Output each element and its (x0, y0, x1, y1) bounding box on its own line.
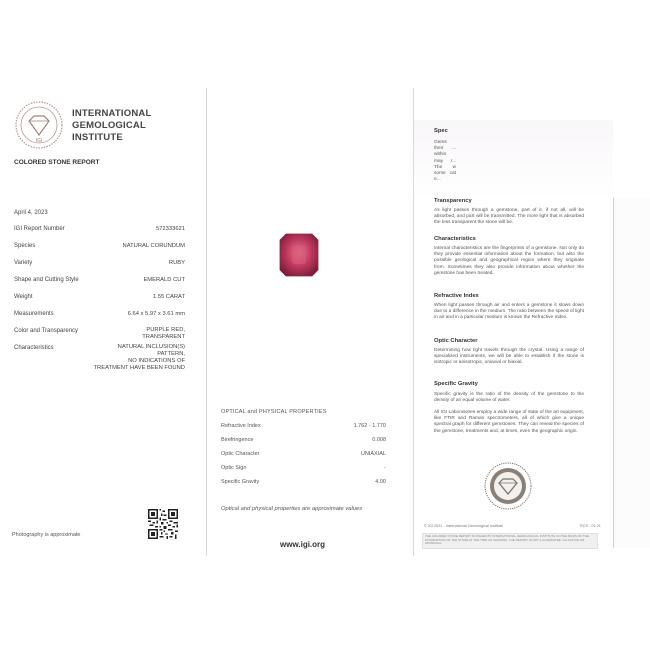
prop-label-refractive-index: Refractive Index (221, 423, 261, 429)
row-label-variety: Variety (14, 260, 33, 266)
properties-title: OPTICAL and PHYSICAL PROPERTIES (221, 409, 327, 415)
intro-heading: Spec (434, 128, 448, 134)
row-value-shape: EMERALD CUT (143, 277, 185, 283)
form-code: RCS - 01.21 (580, 524, 601, 528)
prop-label-optic-character: Optic Character (221, 451, 260, 457)
report-type-title: COLORED STONE REPORT (14, 159, 100, 166)
igi-logo-icon (14, 100, 64, 150)
svg-text:IGI: IGI (505, 496, 511, 501)
section-text-specific-gravity: Specific gravity is the ratio of the density of the gemstone to the density of an equal volume of water. (434, 392, 584, 404)
section-heading-characteristics: Characteristics (434, 236, 476, 242)
properties-disclaimer: Optical and physical properties are approximate values (221, 506, 363, 512)
row-value-variety: RUBY (168, 260, 185, 266)
characteristics-line: NO INDICATIONS OF (128, 358, 185, 364)
row-label-species: Species (14, 243, 36, 249)
copyright-note: © IGI 2021 - International Gemological Institute (424, 524, 504, 528)
row-value-characteristics (94, 344, 185, 372)
section-heading-transparency: Transparency (434, 198, 472, 204)
svg-text:IGI: IGI (35, 138, 43, 144)
report-middle-panel (206, 88, 413, 556)
section-text-transparency: As light passes through a gemstone, part of it, if not all, will be absorbed, and part will be transmitted. The more light that is absorbed the less transparent the stone will be. (434, 208, 584, 226)
ruby-gemstone-image (279, 233, 319, 277)
row-value-color (142, 327, 185, 341)
qr-code-icon[interactable] (148, 509, 178, 539)
section-text-equipment: All IGI Laboratories employ a wide range of state of the art equipment, like FTIR and Raman spectrometers, all of which give a unique spectral graph for different gemstones. They can reveal the species of the gemstone, treatments and, at times, even the geographic origin. (434, 410, 584, 434)
row-value-weight: 1.55 CARAT (152, 294, 185, 300)
website-link[interactable]: www.igi.org (280, 540, 326, 549)
photography-note: Photography is approximate (12, 532, 81, 538)
prop-value-refractive-index: 1.762 - 1.770 (353, 423, 386, 429)
characteristics-line: TREATMENT HAVE BEEN FOUND (93, 365, 185, 371)
institute-name-line-1: INTERNATIONAL (72, 108, 152, 119)
report-date: April 4, 2023 (14, 210, 48, 216)
row-label-shape: Shape and Cutting Style (14, 277, 79, 283)
prop-label-specific-gravity: Specific Gravity (221, 479, 260, 485)
row-value-report-number: 572333621 (155, 226, 185, 232)
section-text-characteristics: Internal characteristics are the fingerprints of a gemstone. Not only do they provide essential information about the formation, but also the possible geological and geographical region where they originate from. Sometimes they also provide information about whether the gemstone has been treated. (434, 246, 584, 276)
row-label-color: Color and Transparency (14, 328, 79, 334)
section-text-refractive-index: When light passes through air and enters a gemstone it slows down due to a difference in the medium. The ratio between the speed of light in air and in a particular medium is known the Refractive Index. (434, 303, 584, 321)
color-line: TRANSPARENT (142, 334, 185, 340)
prop-value-birefringence: 0.008 (372, 437, 386, 443)
intro-text: Gems their ... within may r... The w some cat e... (434, 140, 456, 183)
section-text-optic-character: Determining how light travels through the crystal. Using a range of specialized instruments, we will be able to establish if the stone is isotropic or anisotropic, uniaxial or biaxial. (434, 348, 584, 366)
row-label-report-number: IGI Report Number (14, 226, 65, 232)
section-heading-refractive-index: Refractive Index (434, 293, 479, 299)
row-value-species: NATURAL CORUNDUM (122, 243, 185, 249)
prop-value-specific-gravity: 4.00 (375, 479, 386, 485)
institute-name-line-2: GEMOLOGICAL (72, 120, 146, 131)
row-label-weight: Weight (14, 294, 33, 300)
row-value-measurements: 6.64 x 5.97 x 3.61 mm (127, 311, 185, 317)
row-label-measurements: Measurements (14, 311, 54, 317)
igi-seal-icon (484, 462, 532, 510)
fineprint-box: THE COLORED STONE REPORT IS ISSUED BY INTERNATIONAL GEMOLOGICAL INSTITUTE ON THE BASIS OF THE EXAMINATION OF THE STONE AT THE TIME OF GRADING. THE REPORT IS NOT A GUARANTEE, VALUATION OR APPRAISAL. (422, 533, 598, 549)
report-back-page (613, 198, 650, 548)
institute-name-line-3: INSTITUTE (72, 132, 123, 143)
prop-value-optic-character: UNIAXIAL (360, 451, 386, 457)
prop-label-optic-sign: Optic Sign (221, 465, 247, 471)
characteristics-line: NATURAL INCLUSION(S) (117, 344, 185, 350)
prop-value-optic-sign: - (384, 465, 386, 471)
section-heading-specific-gravity: Specific Gravity (434, 381, 478, 387)
characteristics-line: PATTERN, (157, 351, 185, 357)
section-heading-optic-character: Optic Character (434, 338, 478, 344)
row-label-characteristics: Characteristics (14, 345, 54, 351)
prop-label-birefringence: Birefringence (221, 437, 254, 443)
color-line: PURPLE RED, (146, 327, 185, 333)
